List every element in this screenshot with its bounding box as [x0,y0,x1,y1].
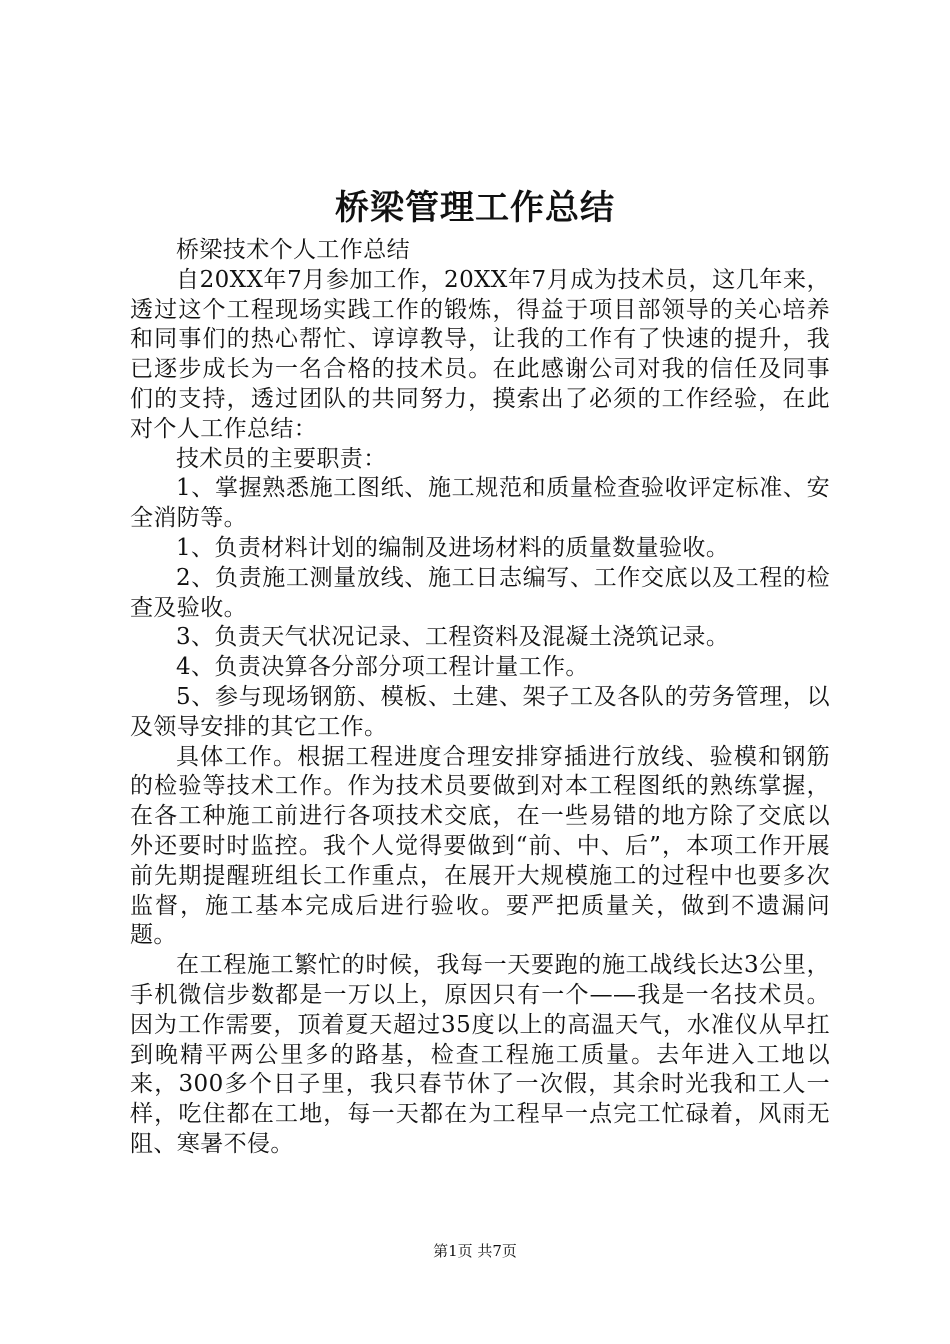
paragraph-introduction: 自20XX年7月参加工作，20XX年7月成为技术员，这几年来，透过这个工程现场实践工作的锻炼，得益于项目部领导的关心培养和同事们的热心帮忙、谆谆教导，让我的工作有了快速的提升，我已逐步成长为一名合格的技术员。在此感谢公司对我的信任及同事们的支持，透过团队的共同努力，摸索出了必须的工作经验，在此对个人工作总结： [130,266,830,442]
page-footer: 第1页 共7页 [433,1242,517,1260]
paragraph-duty-item: 3、负责天气状况记录、工程资料及混凝土浇筑记录。 [176,624,730,651]
paragraph-subtitle: 桥梁技术个人工作总结 [176,237,410,263]
document-body [130,236,830,1160]
paragraph-duty-item: 1、负责材料计划的编制及进场材料的质量数量验收。 [176,534,730,561]
paragraph-duty-item: 5、参与现场钢筋、模板、土建、架子工及各队的劳务管理，以及领导安排的其它工作。 [130,683,830,740]
paragraph-duty-item: 4、负责决算各分部分项工程计量工作。 [176,654,589,681]
paragraph-duty-item: 2、负责施工测量放线、施工日志编写、工作交底以及工程的检查及验收。 [130,564,830,621]
paragraph-specific-work: 具体工作。根据工程进度合理安排穿插进行放线、验模和钢筋的检验等技术工作。作为技术员要做到对本工程图纸的熟练掌握，在各工种施工前进行各项技术交底，在一些易错的地方除了交底以外还要时时监控。我个人觉得要做到“前、中、后”，本项工作开展前先期提醒班组长工作重点，在展开大规模施工的过程中也要多次监督，施工基本完成后进行验收。要严把质量关，做到不遗漏问题。 [130,743,830,949]
page-title: 桥梁管理工作总结 [335,188,615,228]
paragraph-duty-item: 1、掌握熟悉施工图纸、施工规范和质量检查验收评定标准、安全消防等。 [130,475,830,532]
paragraph-busy-period: 在工程施工繁忙的时候，我每一天要跑的施工战线长达3公里，手机微信步数都是一万以上，原因只有一个——我是一名技术员。因为工作需要，顶着夏天超过35度以上的高温天气，水准仪从早扛到晚精平两公里多的路基，检查工程施工质量。去年进入工地以来，300多个日子里，我只春节休了一次假，其余时光我和工人一样，吃住都在工地，每一天都在为工程早一点完工忙碌着，风雨无阻、寒暑不侵。 [130,952,830,1157]
paragraph-duties-heading: 技术员的主要职责： [176,445,387,472]
